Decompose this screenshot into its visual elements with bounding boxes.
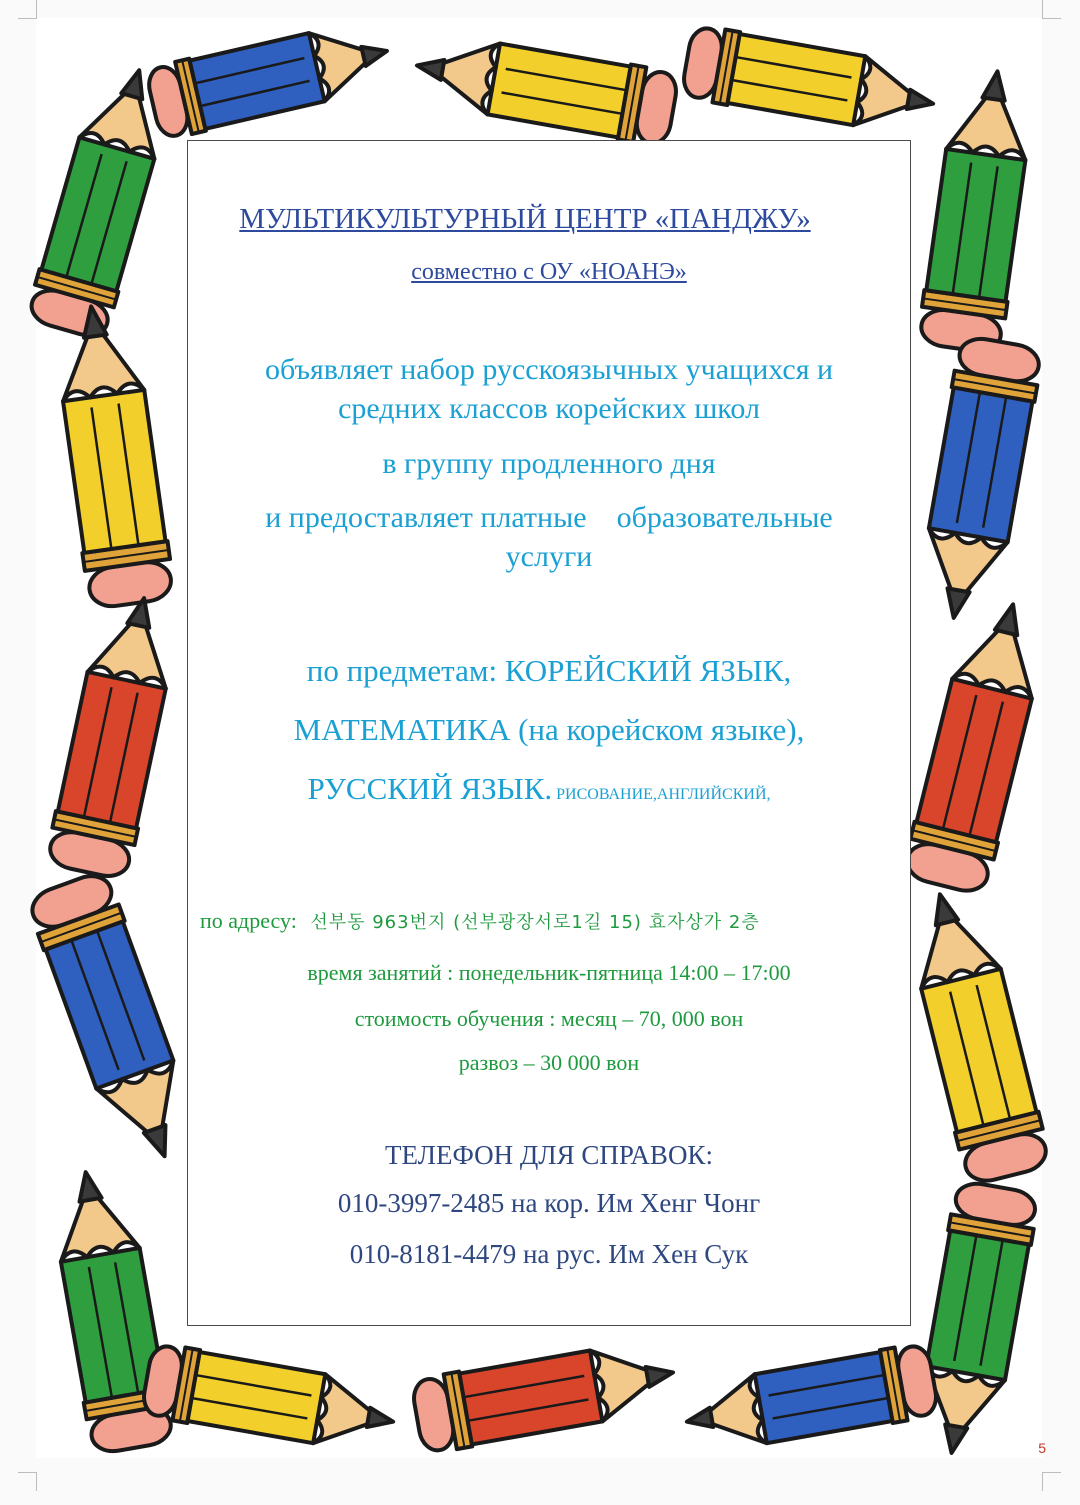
announcement-line-5: услуги <box>505 540 593 573</box>
contacts-heading: ТЕЛЕФОН ДЛЯ СПРАВОК: <box>385 1140 713 1170</box>
subjects-line-1: по предметам: КОРЕЙСКИЙ ЯЗЫК, <box>306 653 792 688</box>
announcement-line-4: и предоставляет платные образовательные <box>265 501 833 534</box>
transport-line: развоз – 30 000 вон <box>458 1050 640 1075</box>
cost-line: стоимость обучения : месяц – 70, 000 вон <box>354 1006 744 1031</box>
subjects-line-3-row <box>178 771 900 807</box>
contact-phone-2: 010-8181-4479 на рус. Им Хен Сук <box>349 1239 749 1269</box>
address-label: по адресу: <box>200 908 297 933</box>
announcement-line-3: в группу продленного дня <box>382 447 716 480</box>
partner-subtitle: совместно с ОУ «НОАНЭ» <box>411 259 687 285</box>
schedule-line: время занятий : понедельник-пятница 14:00 – 17:00 <box>307 960 791 985</box>
announcement-line-2: средних классов корейских школ <box>338 392 760 425</box>
pencil-right-1 <box>917 66 1039 355</box>
pencil-right-5 <box>910 1180 1040 1460</box>
announcement-line-1: объявляет набор русскоязычных учащихся и <box>264 353 834 386</box>
subjects-line-3: РУССКИЙ ЯЗЫК. <box>307 771 553 806</box>
pencil-top-2 <box>410 28 679 148</box>
pencil-bottom-1 <box>140 1342 399 1458</box>
pencil-left-3 <box>45 589 185 880</box>
pencil-top-3 <box>680 24 939 140</box>
pencil-bottom-2 <box>410 1335 679 1455</box>
center-title: МУЛЬТИКУЛЬТУРНЫЙ ЦЕНТР «ПАНДЖУ» <box>239 203 811 235</box>
address-row <box>200 908 922 934</box>
pencil-right-2 <box>912 335 1043 625</box>
pencil-left-4 <box>25 869 205 1171</box>
address-value: 선부동 963번지 (선부광장서로1길 15) 효자상가 2층 <box>310 912 760 933</box>
subjects-line-2: МАТЕМАТИКА (на корейском языке), <box>293 712 805 747</box>
pencil-top-1 <box>145 15 395 141</box>
contact-phone-1: 010-3997-2485 на кор. Им Хенг Чонг <box>337 1188 761 1218</box>
flyer-text-box <box>187 140 911 1326</box>
pencil-left-2 <box>49 300 176 609</box>
page-number: 5 <box>1038 1440 1046 1456</box>
pencil-right-3 <box>901 594 1055 896</box>
subjects-extra: РИСОВАНИЕ,АНГЛИЙСКИЙ, <box>556 786 771 803</box>
pencil-bottom-3 <box>680 1342 939 1458</box>
